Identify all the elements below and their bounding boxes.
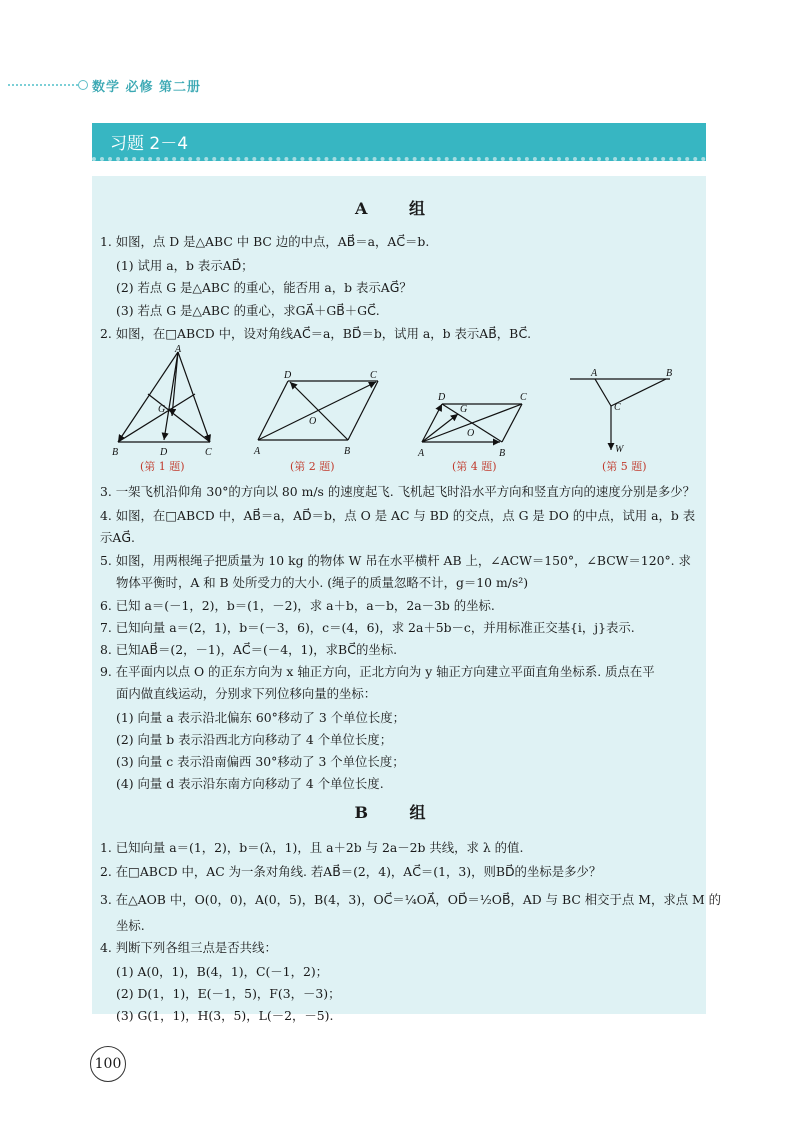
label-d: D [160, 447, 168, 458]
problem-line: 3. 在△AOB 中，O(0，0)，A(0，5)，B(4，3)，OC⃗＝¼OA⃗，OD⃗＝½OB⃗，AD 与 BC 相交于点 M，求点 M 的 [100, 892, 722, 907]
label-g: G [158, 404, 166, 415]
label-b: B [112, 447, 119, 458]
label-a: A [591, 368, 598, 379]
problem-line: 4. 如图，在□ABCD 中，AB⃗＝a，AD⃗＝b，点 O 是 AC 与 BD 的交点，点 G 是 DO 的中点，试用 a，b 表 [100, 508, 696, 523]
label-a: A [254, 446, 261, 457]
figure-1-triangle [118, 352, 210, 442]
label-d: D [438, 392, 446, 403]
problem-line: (2) 若点 G 是△ABC 的重心，能否用 a，b 表示AG⃗？ [116, 280, 412, 295]
problem-line: (4) 向量 d 表示沿东南方向移动了 4 个单位长度. [116, 776, 384, 791]
page-number: 100 [90, 1046, 126, 1082]
problem-line: 8. 已知AB⃗＝(2，－1)，AC⃗＝(－4，1)，求BC⃗的坐标. [100, 642, 398, 657]
problem-line: (2) D(1，1)，E(－1，5)，F(3，－3)； [116, 986, 341, 1001]
problem-line: (1) 向量 a 表示沿北偏东 60°移动了 3 个单位长度； [116, 710, 406, 725]
label-b: B [499, 448, 506, 459]
label-c: C [520, 392, 527, 403]
problem-line: (1) A(0，1)，B(4，1)，C(－1，2)； [116, 964, 329, 979]
problem-line: 1. 已知向量 a＝(1，2)，b＝(λ，1)，且 a＋2b 与 2a－2b 共线，求 λ 的值. [100, 840, 524, 855]
figure-caption: (第 2 题) [290, 460, 335, 473]
problem-line: (2) 向量 b 表示沿西北方向移动了 4 个单位长度； [116, 732, 393, 747]
label-c: C [205, 447, 212, 458]
problem-line: (1) 试用 a，b 表示AD⃗； [116, 258, 254, 273]
problem-line: 示AG⃗. [100, 530, 135, 545]
problem-line: (3) 若点 G 是△ABC 的重心，求GA⃗＋GB⃗＋GC⃗. [116, 303, 380, 318]
figure-caption: (第 4 题) [452, 460, 497, 473]
problem-line: 2. 在□ABCD 中，AC 为一条对角线. 若AB⃗＝(2，4)，AC⃗＝(1，3)，则BD⃗的坐标是多少？ [100, 864, 602, 879]
problem-line: 1. 如图，点 D 是△ABC 中 BC 边的中点，AB⃗＝a，AC⃗＝b. [100, 234, 430, 249]
group-a-title: A 组 [355, 199, 443, 218]
exercise-box [92, 176, 722, 1023]
problem-line: (3) 向量 c 表示沿南偏西 30°移动了 3 个单位长度； [116, 754, 405, 769]
problem-line: 3. 一架飞机沿仰角 30°的方向以 80 m/s 的速度起飞. 飞机起飞时沿水平方向和竖直方向的速度分别是多少？ [100, 484, 696, 499]
label-o: O [467, 428, 475, 439]
label-b: B [666, 368, 673, 379]
label-c: C [614, 402, 621, 413]
figure-caption: (第 1 题) [140, 460, 185, 473]
label-g: G [460, 404, 468, 415]
group-b-title: B 组 [354, 803, 444, 822]
problem-line: 7. 已知向量 a＝(2，1)，b＝(－3，6)，c＝(4，6)，求 2a＋5b－c，并用标准正交基{i，j}表示. [100, 620, 635, 635]
label-a: A [418, 448, 425, 459]
problem-line: 9. 在平面内以点 O 的正东方向为 x 轴正方向，正北方向为 y 轴正方向建立平面直角坐标系. 质点在平 [100, 664, 655, 679]
label-w: W [615, 444, 624, 455]
problem-line: 5. 如图，用两根绳子把质量为 10 kg 的物体 W 吊在水平横杆 AB 上，∠ACW＝150°，∠BCW＝120°. 求 [100, 553, 691, 568]
header-dotted-line [8, 84, 78, 88]
label-b: B [344, 446, 351, 457]
label-a: A [175, 344, 182, 355]
problem-line: 坐标. [116, 918, 145, 933]
figure-2-parallelogram [258, 381, 378, 440]
section-title: 习题 2－4 [110, 134, 189, 154]
figures-row [92, 176, 706, 476]
problem-line: 4. 判断下列各组三点是否共线： [100, 940, 277, 955]
running-header: 数学 必修 第二册 [92, 80, 202, 95]
problem-line: 物体平衡时，A 和 B 处所受力的大小. (绳子的质量忽略不计，g＝10 m/s²) [116, 575, 529, 590]
header-circle-icon [78, 80, 88, 90]
figure-caption: (第 5 题) [602, 460, 647, 473]
label-c: C [370, 370, 377, 381]
label-d: D [284, 370, 292, 381]
problem-line: 6. 已知 a＝(－1，2)，b＝(1，－2)，求 a＋b，a－b，2a－3b 的坐标. [100, 598, 495, 613]
section-title-bar [92, 123, 706, 161]
problem-line: 2. 如图，在□ABCD 中，设对角线AC⃗＝a，BD⃗＝b，试用 a，b 表示AB⃗，BC⃗. [100, 326, 532, 341]
figure-5-hanging-weight [570, 379, 670, 450]
label-o: O [309, 416, 317, 427]
problem-line: 面内做直线运动，分别求下列位移向量的坐标： [116, 686, 377, 701]
problem-line: (3) G(1，1)，H(3，5)，L(－2，－5). [116, 1008, 334, 1023]
